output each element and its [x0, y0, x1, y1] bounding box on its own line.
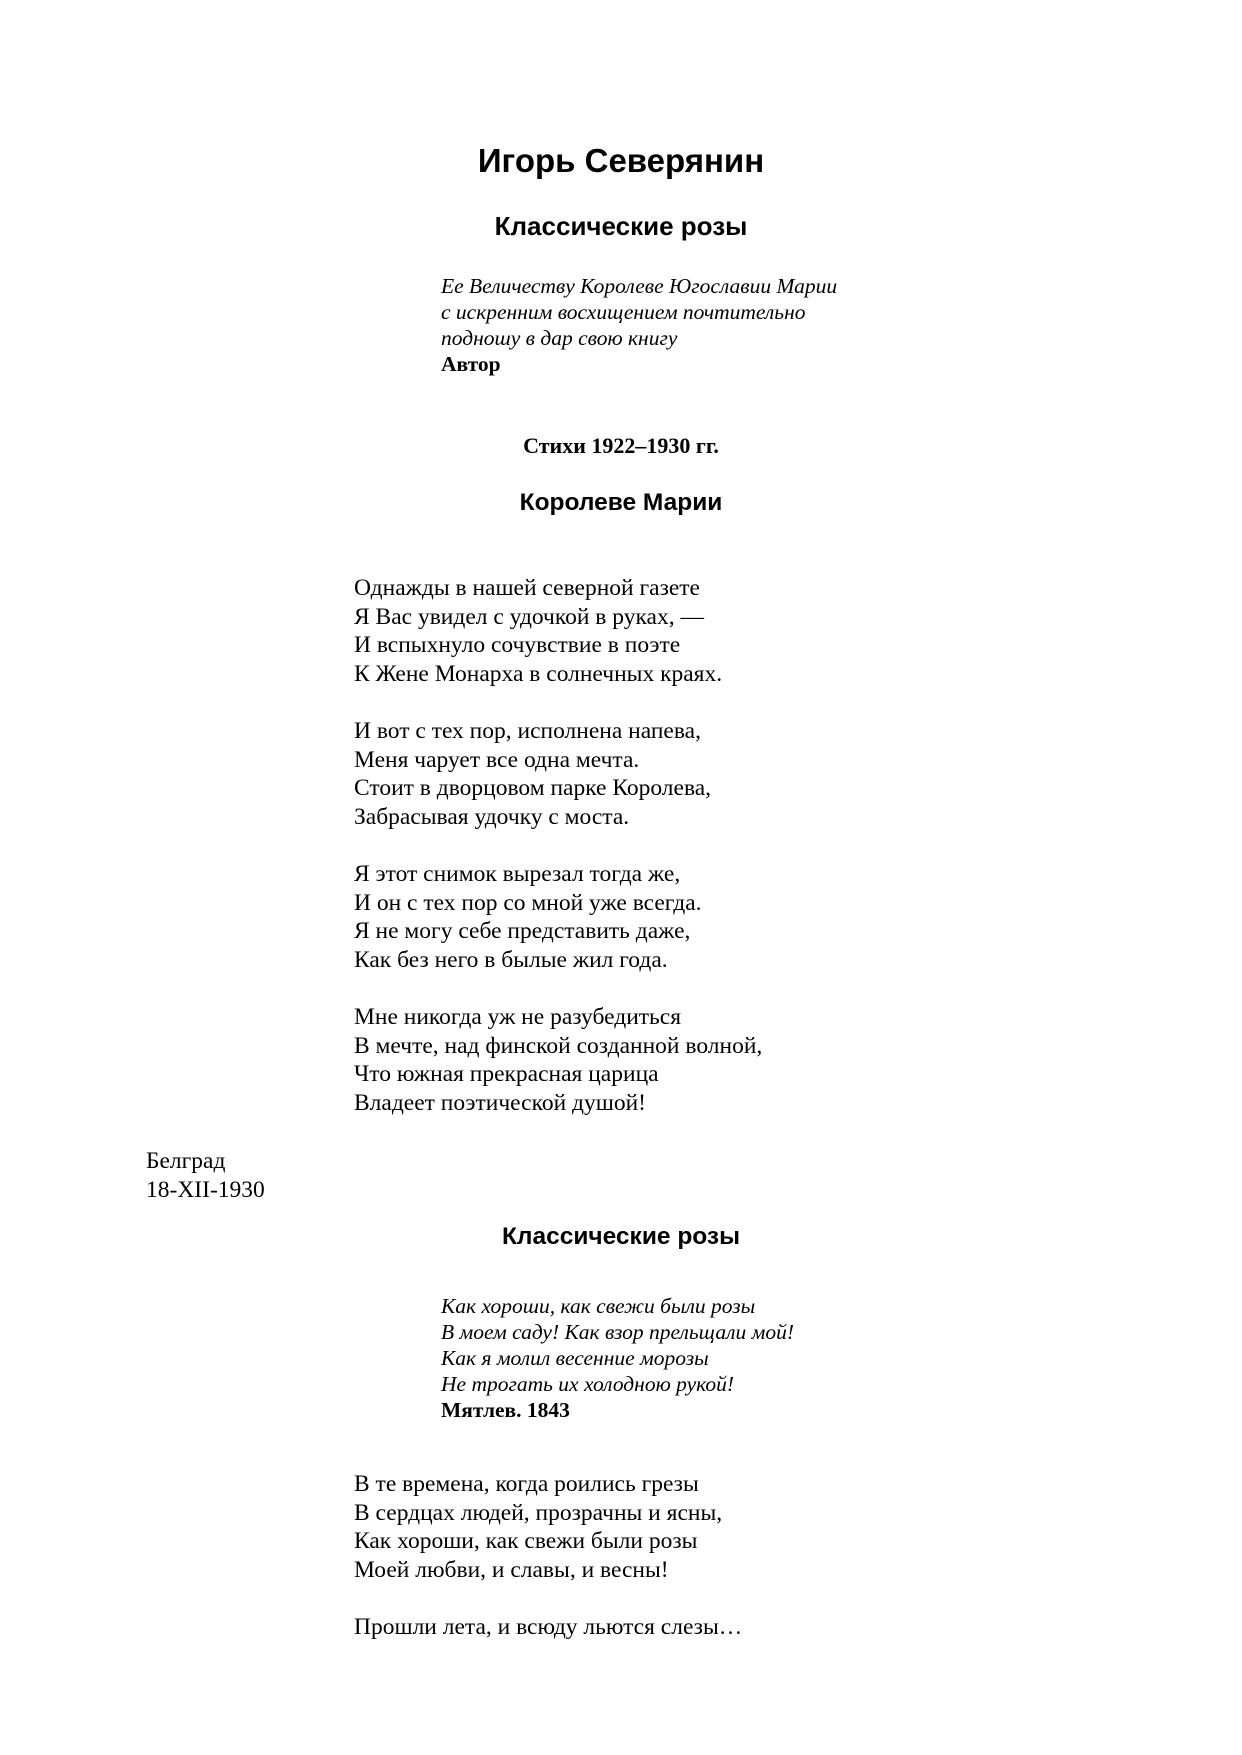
dedication: [441, 273, 837, 377]
poem-line: Забрасывая удочку с моста.: [354, 803, 630, 830]
poem-line: И вспыхнуло сочувствие в поэте: [354, 632, 681, 659]
stanza-gap: [354, 1584, 742, 1613]
epigraph-source: Мятлев. 1843: [441, 1398, 570, 1422]
book-title: Классические розы: [494, 211, 748, 241]
poem-line: Прошли лета, и всюду льются слезы…: [354, 1613, 743, 1640]
poem-line: Что южная прекрасная царица: [354, 1061, 659, 1088]
poem-line: Моей любви, и славы, и весны!: [354, 1556, 669, 1583]
poem-line: Как без него в былые жил года.: [354, 946, 668, 973]
poem-line: Меня чарует все одна мечта.: [354, 746, 640, 773]
poem-2-body: [354, 1470, 742, 1642]
stanza-gap: [354, 974, 762, 1003]
dedication-line: Ее Величеству Королеве Югославии Марии: [441, 274, 838, 298]
poem-place: Белград: [146, 1148, 226, 1174]
poem-line: Я не могу себе представить даже,: [354, 918, 691, 945]
stanza-gap: [354, 831, 762, 860]
poem-line: Стоит в дворцовом парке Королева,: [354, 775, 712, 802]
dedication-line: подношу в дар свою книгу: [441, 326, 678, 350]
section-label: Стихи 1922–1930 гг.: [523, 433, 719, 458]
poem-line: В те времена, когда роились грезы: [354, 1471, 699, 1497]
poem-1-body: [354, 574, 762, 1117]
poem-line: К Жене Монарха в солнечных краях.: [354, 660, 723, 687]
poem-line: В сердцах людей, прозрачны и ясны,: [354, 1499, 723, 1526]
poem-date: 18-XII-1930: [146, 1177, 265, 1203]
poem-line: Я этот снимок вырезал тогда же,: [354, 860, 681, 887]
poem-title-1: Королеве Марии: [519, 489, 723, 516]
dedication-signature: Автор: [441, 352, 501, 376]
poem-line: Владеет поэтической душой!: [354, 1089, 646, 1116]
epigraph-line: Как хороши, как свежи были розы: [441, 1294, 756, 1318]
poem-line: Как хороши, как свежи были розы: [354, 1528, 698, 1555]
poem-line: Мне никогда уж не разубедиться: [354, 1003, 682, 1030]
stanza-gap: [354, 688, 762, 717]
epigraph-line: Как я молил весенние морозы: [441, 1346, 709, 1370]
epigraph: [441, 1293, 794, 1423]
epigraph-line: Не трогать их холодною рукой!: [441, 1372, 735, 1396]
poem-line: Я Вас увидел с удочкой в руках, —: [354, 603, 704, 630]
place-date: [146, 1147, 265, 1205]
epigraph-line: В моем саду! Как взор прельщали мой!: [441, 1320, 795, 1344]
dedication-line: с искренним восхищением почтительно: [441, 300, 806, 324]
author-name: Игорь Северянин: [477, 142, 765, 179]
poem-line: И он с тех пор со мной уже всегда.: [354, 889, 702, 916]
poem-title-2: Классические розы: [501, 1223, 741, 1250]
poem-line: Однажды в нашей северной газете: [354, 575, 700, 601]
poem-line: В мечте, над финской созданной волной,: [354, 1032, 763, 1059]
poem-line: И вот с тех пор, исполнена напева,: [354, 717, 701, 744]
